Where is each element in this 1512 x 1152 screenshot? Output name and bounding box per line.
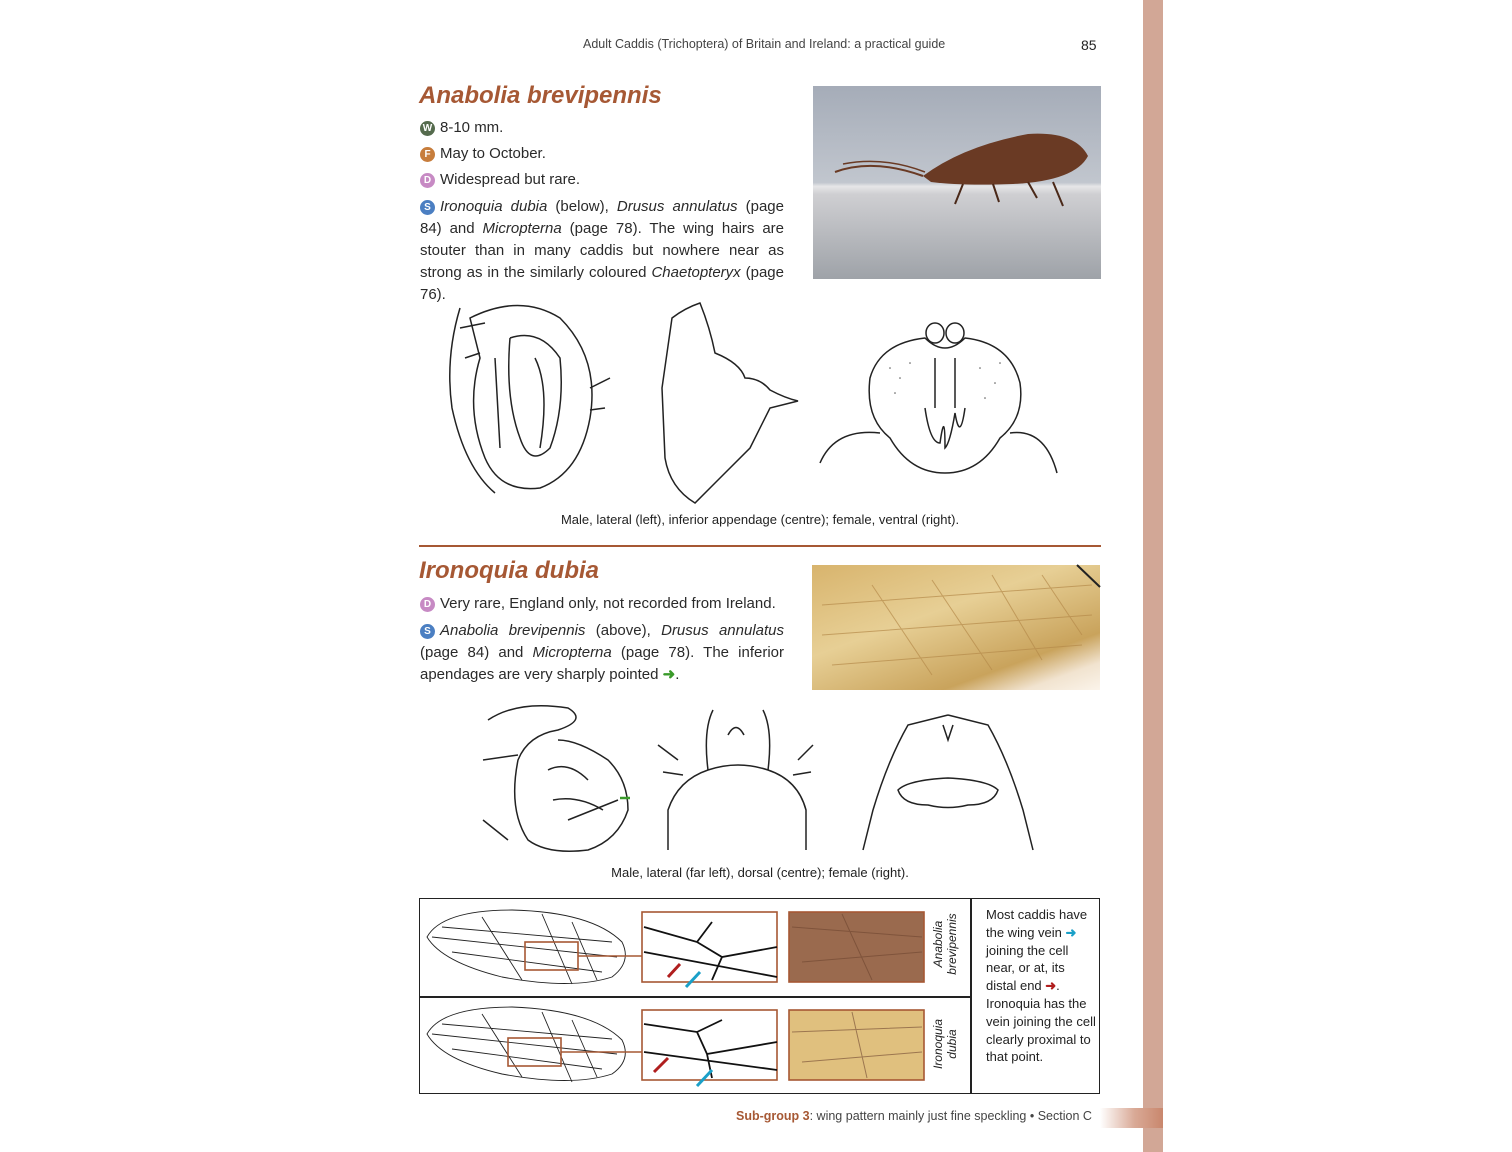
similar-species-badge-icon: S — [420, 200, 435, 215]
distribution-text: Widespread but rare. — [440, 171, 581, 188]
note-text: Most caddis have the wing vein — [986, 907, 1088, 940]
text-run: . — [675, 666, 680, 683]
wing-length-line — [420, 117, 503, 139]
section-label: • Section C — [1026, 1109, 1092, 1123]
taxon-name: Drusus annulatus — [661, 622, 784, 639]
species-title-ironoquia: Ironoquia dubia — [419, 557, 599, 584]
page-number: 85 — [1081, 37, 1097, 53]
distribution-badge-icon: D — [420, 597, 435, 612]
distribution-line — [420, 169, 580, 191]
subgroup-description: : wing pattern mainly just fine speckling — [809, 1109, 1027, 1123]
text-run: (page 76). — [420, 264, 784, 303]
subgroup-label: Sub-group 3 — [736, 1109, 810, 1123]
taxon-name: Micropterna — [482, 220, 562, 237]
text-run: (above), — [585, 622, 662, 639]
text-run: (page 84) and — [420, 198, 784, 237]
label-line: Ironoquia — [931, 1018, 945, 1070]
genitalia-drawings-anabolia — [440, 298, 1060, 508]
page-footer — [736, 1109, 1092, 1123]
caddis-silhouette — [813, 86, 1101, 279]
section-tab-strip — [1143, 0, 1163, 1152]
similar-species-paragraph — [420, 196, 784, 306]
flight-period-text: May to October. — [440, 145, 546, 162]
running-header: Adult Caddis (Trichoptera) of Britain and Ireland: a practical guide — [583, 37, 946, 51]
footer-tab-bar — [1100, 1108, 1163, 1128]
text-run: (page 78). The inferior apendages are very sharply pointed — [420, 644, 785, 683]
similar-species-paragraph — [420, 620, 784, 686]
wing-vein-pattern — [812, 565, 1100, 690]
wing-label-ironoquia — [931, 994, 969, 1094]
note-text: . Ironoquia has the vein joining the cell clearly proximal to that point. — [986, 978, 1096, 1065]
taxon-name: Micropterna — [532, 644, 612, 661]
wing-vein-note — [986, 906, 1098, 1066]
label-line: brevipennis — [945, 913, 959, 975]
species-title-anabolia: Anabolia brevipennis — [419, 82, 662, 109]
taxon-name: Ironoquia dubia — [440, 198, 548, 215]
adult-photo-anabolia — [813, 86, 1101, 279]
wing-photo-ironoquia — [812, 565, 1100, 690]
text-run: (page 78). The wing hairs are stouter than in many caddis but nowhere near as strong as in the similarly coloured — [420, 220, 784, 281]
distribution-line — [420, 593, 776, 615]
genitalia-drawings-ironoquia — [478, 700, 1038, 858]
wing-venation-diagrams — [422, 902, 972, 1092]
text-run: (below), — [547, 198, 617, 215]
label-line: Anabolia — [931, 920, 945, 968]
wing-length-badge-icon: W — [420, 121, 435, 136]
figure-caption-anabolia: Male, lateral (left), inferior appendage (centre); female, ventral (right). — [560, 512, 960, 527]
label-line: dubia — [945, 1029, 959, 1059]
wing-label-anabolia — [931, 894, 969, 994]
taxon-name: Chaetopteryx — [651, 264, 741, 281]
similar-species-badge-icon: S — [420, 624, 435, 639]
taxon-name: Drusus annulatus — [616, 198, 738, 215]
wing-length-text: 8-10 mm. — [440, 119, 504, 136]
flight-period-line — [420, 143, 546, 165]
green-arrow-icon: ➜ — [662, 666, 676, 683]
text-run: (page 84) and — [420, 644, 533, 661]
flight-period-badge-icon: F — [420, 147, 435, 162]
distribution-text: Very rare, England only, not recorded from Ireland. — [440, 595, 776, 612]
note-text: joining the cell near, or at, its distal end — [986, 942, 1069, 994]
red-arrow-icon: ➜ — [1045, 978, 1057, 994]
figure-caption-ironoquia: Male, lateral (far left), dorsal (centre); female (right). — [611, 865, 909, 880]
taxon-name: Anabolia brevipennis — [440, 622, 586, 639]
distribution-badge-icon: D — [420, 173, 435, 188]
blue-arrow-icon: ➜ — [1065, 924, 1077, 940]
section-divider — [419, 545, 1101, 547]
